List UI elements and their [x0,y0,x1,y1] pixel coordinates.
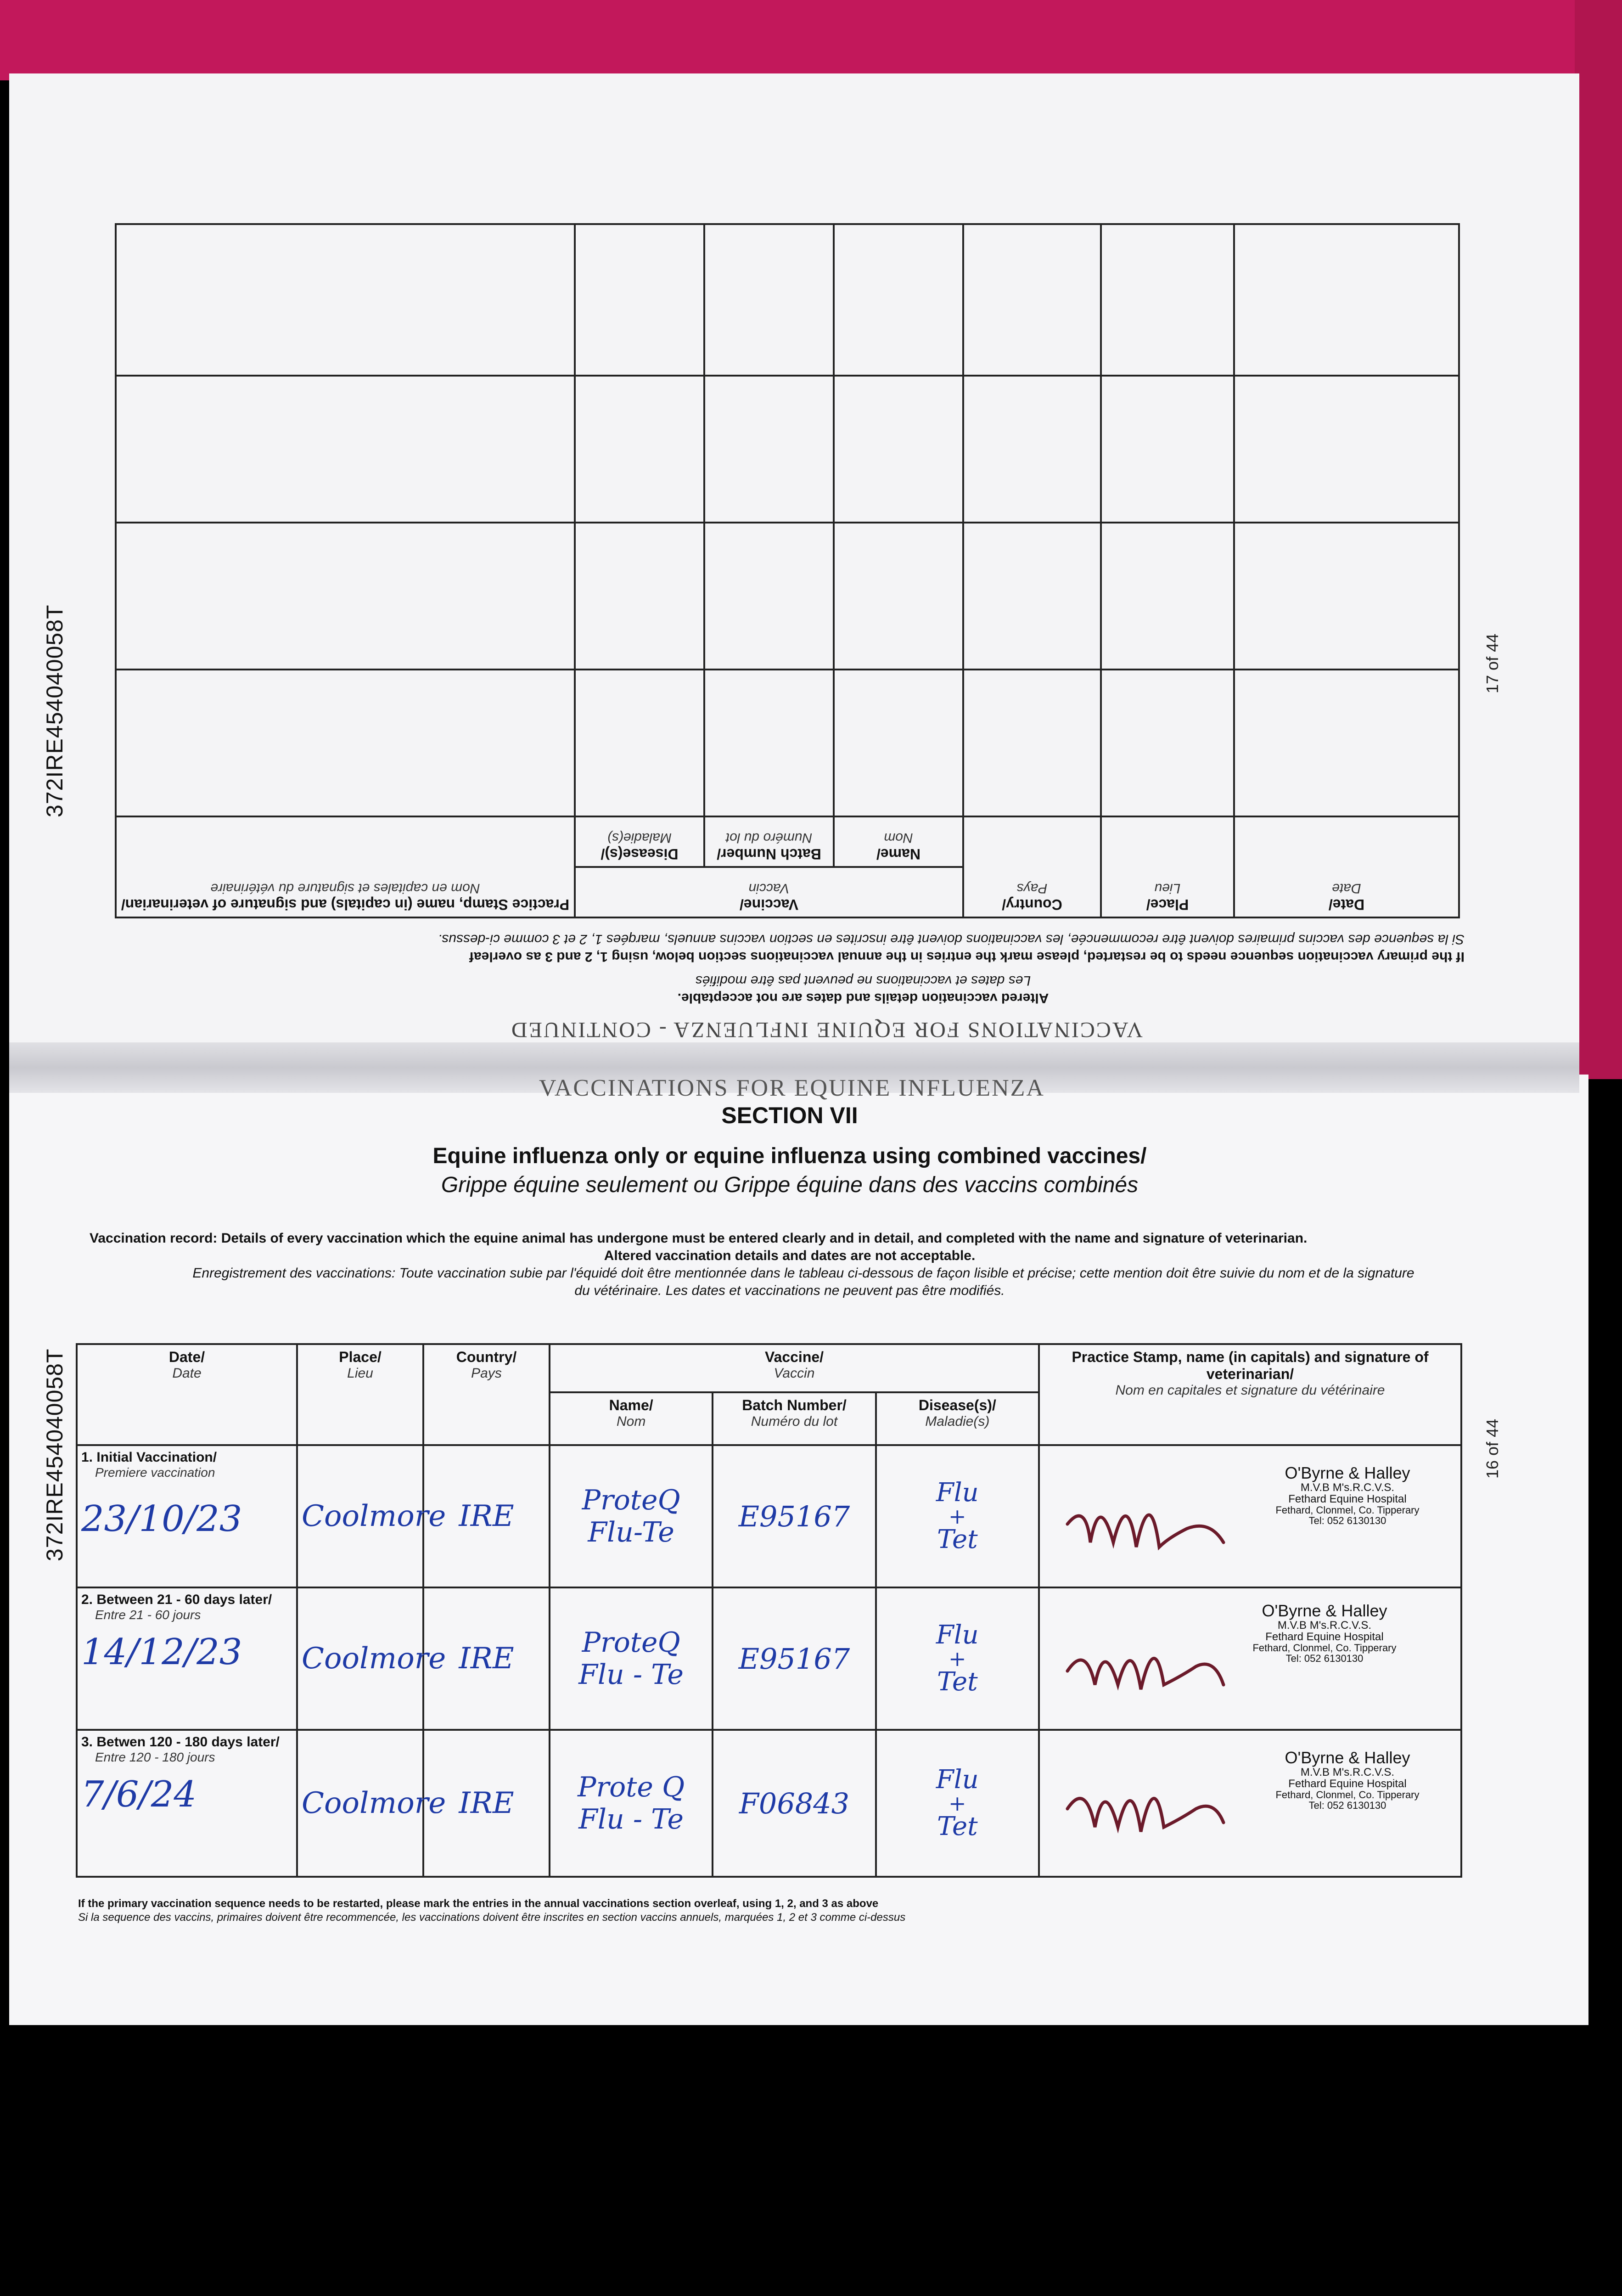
upper-restart-note-fr: Si la sequence des vaccins primaires doivent être recommencée, les vaccinations doivent être inscrites en section vaccins annuels, marqées 1, 2 et 3 comme ci-dessus. [438,932,1465,947]
col-date-header: Date/ [168,1349,205,1365]
upper-band-title: VACCINATIONS FOR EQUINE INFLUENZA - CONTINUED [510,1018,1143,1042]
row-label: 2. Between 21 - 60 days later/ [81,1592,272,1607]
upper-col-place: Place/ [1146,896,1189,913]
serial-number-lower: 372IRE454040058T [42,1348,67,1561]
batch-number: E95167 [738,1642,850,1676]
vaccination-country: IRE [459,1786,514,1820]
signature [1058,1616,1233,1708]
signature [1058,1474,1233,1565]
disease: Flu [936,1620,979,1650]
upper-restart-note: If the primary vaccination sequence needs to be restarted, please mark the entries in the annual vaccinations section below, using 1, 2 and 3 as overleaf [469,949,1465,964]
footer-note: If the primary vaccination sequence needs to be restarted, please mark the entries in the annual vaccinations section overleaf, using 1, 2, and 3 as above [78,1897,879,1910]
upper-page-content [9,73,1579,1056]
practice-stamp: O'Byrne & Halley M.V.B M's.R.C.V.S. Fethard Equine Hospital Fethard, Clonmel, Co. Tipperary Tel: 052 6130130 [1252,1601,1397,1665]
upper-empty-row [116,670,1459,816]
vaccine-name: ProteQ [582,1626,680,1659]
upper-empty-row [116,523,1459,670]
page-number-lower: 16 of 44 [1483,1418,1502,1479]
upper-col-country: Country/ [1002,896,1062,913]
section-subtitle: Equine influenza only or equine influenza using combined vaccines/ [432,1144,1147,1168]
page-number-upper: 17 of 44 [1483,633,1502,693]
upper-altered-note-fr: Les dates et vaccinations ne peuvent pas être modifiés [695,973,1031,988]
upper-empty-row [116,376,1459,523]
vaccination-place: Coolmore [302,1786,446,1820]
serial-number-upper: 372IRE454040058T [42,604,67,817]
table-row: 3. Betwen 120 - 180 days later/ Entre 120 - 180 jours 7/6/24 Coolmore IRE Prote Q Flu - Te F06843 Flu + Tet O'Byrne & Halley M.V.B M's.R.C.V.S. Fethard Equine Hospital Fethard, Clonmel, Co. Tipperary Tel: 052 6130130 [77,1730,1461,1877]
vaccination-table: Date/ Date Place/ Lieu Country/ Pays Vaccine/ Vaccin Practice Stamp, name (in capitals) and signature of veterinarian/ Nom en capitales et signature du vétérinaire Name/ Nom Batch Number/ Numéro du lot Disease(s)/ Maladie(s) 1. Initial Vaccination/ Premiere vaccination 23/10/23 Coolmore IRE ProteQ Flu-Te E95167 Flu + Tet O'Byrne & Halley M.V.B M's.R.C.V.S. Fethard Equine Hospital Fethard, Clonmel, Co. Tipperary Tel: 052 6130130 2. Between 21 - 60 days later/ Entre 21 - 60 jours 14/12/23 Coolmore IRE ProteQ Flu - Te E95167 Flu + Tet O'Byrne & Halley M.V.B M's.R.C.V.S. Fethard Equine Hospital Fethard, Clonmel, Co. Tipperary Tel: 052 6130130 3. Betwen 120 - 180 days later/ Entre 120 - 180 jours 7/6/24 Coolmore IRE Prote Q Flu - Te F06843 Flu + Tet O'Byrne & Halley M.V.B M's.R.C.V.S. Fethard Equine Hospital Fethard, Clonmel, Co. Tipperary Tel: 052 6130130 [76,1343,1462,1878]
vaccination-date: 14/12/23 [81,1632,242,1673]
upper-col-vaccine: Vaccine/ [739,896,799,913]
vaccination-country: IRE [459,1642,514,1676]
upper-col-stamp: Practice Stamp, name (in capitals) and signature of veterinarian/ [121,896,570,913]
batch-number: F06843 [739,1786,850,1820]
practice-stamp: O'Byrne & Halley M.V.B M's.R.C.V.S. Fethard Equine Hospital Fethard, Clonmel, Co. Tipperary Tel: 052 6130130 [1275,1463,1420,1527]
disease: Flu [936,1765,979,1795]
section-title: SECTION VII [721,1103,858,1128]
vaccine-name: ProteQ [582,1484,680,1516]
passport-cover-edge [1575,0,1622,1079]
vaccine-name: Prote Q [578,1771,685,1803]
header-band: VACCINATIONS FOR EQUINE INFLUENZA [539,1075,1045,1101]
vaccination-country: IRE [459,1499,514,1533]
upper-col-date: Date/ [1328,896,1365,913]
vaccination-date: 7/6/24 [81,1774,197,1815]
col-country-header: Country/ [456,1349,517,1365]
passport-cover-top [0,0,1622,80]
section-subtitle-fr: Grippe équine seulement ou Grippe équine dans des vaccins combinés [441,1173,1139,1197]
disease: Flu [936,1478,979,1508]
row-label: 3. Betwen 120 - 180 days later/ [81,1734,280,1750]
footer-note-fr: Si la sequence des vaccins, primaires doivent être recommencée, les vaccinations doivent être inscrites en section vaccins annuels, marquées 1, 2 et 3 comme ci-dessus [78,1911,906,1924]
col-stamp-header: Practice Stamp, name (in capitals) and signature of veterinarian/ [1072,1349,1429,1382]
record-note: Vaccination record: Details of every vaccination which the equine animal has undergone must be entered clearly and in detail, and completed with the name and signature of veterinarian. [90,1231,1308,1246]
col-place-header: Place/ [339,1349,382,1365]
vaccination-place: Coolmore [302,1499,446,1533]
table-row: 2. Between 21 - 60 days later/ Entre 21 - 60 jours 14/12/23 Coolmore IRE ProteQ Flu - Te E95167 Flu + Tet O'Byrne & Halley M.V.B M's.R.C.V.S. Fethard Equine Hospital Fethard, Clonmel, Co. Tipperary Tel: 052 6130130 [77,1587,1461,1730]
col-vaccine-header: Vaccine/ [764,1349,824,1365]
vaccination-date: 23/10/23 [81,1498,242,1540]
record-note-2: Altered vaccination details and dates are not acceptable. [604,1248,976,1263]
table-row: 1. Initial Vaccination/ Premiere vaccination 23/10/23 Coolmore IRE ProteQ Flu-Te E95167 Flu + Tet O'Byrne & Halley M.V.B M's.R.C.V.S. Fethard Equine Hospital Fethard, Clonmel, Co. Tipperary Tel: 052 6130130 [77,1445,1461,1587]
col-batch-header: Batch Number/ [742,1397,847,1413]
signature [1058,1758,1233,1850]
batch-number: E95167 [738,1499,850,1533]
col-disease-header: Disease(s)/ [918,1397,996,1413]
vaccination-place: Coolmore [302,1642,446,1676]
practice-stamp: O'Byrne & Halley M.V.B M's.R.C.V.S. Fethard Equine Hospital Fethard, Clonmel, Co. Tipperary Tel: 052 6130130 [1275,1748,1420,1812]
col-name-header: Name/ [609,1397,653,1413]
upper-empty-row [116,224,1459,376]
row-label: 1. Initial Vaccination/ [81,1450,217,1465]
record-note-fr-2: du vétérinaire. Les dates et vaccinations ne peuvent pas être modifiés. [574,1283,1005,1298]
upper-altered-note: Altered vaccination details and dates are not acceptable. [677,990,1049,1006]
record-note-fr: Enregistrement des vaccinations: Toute vaccination subie par l'équidé doit être mentionnée dans le tableau ci-dessous de façon lisible et précise; cette mention doit être suivie du nom et de la signature [192,1266,1414,1281]
upper-vaccination-table: Date/ Date Place/ Lieu Country/ Pays Vaccine/ Vaccin Practice Stamp, name (in capitals) and signature of veterinarian/ Nom en capitales et signature du vétérinaire Name/ Nom Batch Number/ Numéro du lot Disease(s)/ Maladie(s) [115,223,1460,918]
